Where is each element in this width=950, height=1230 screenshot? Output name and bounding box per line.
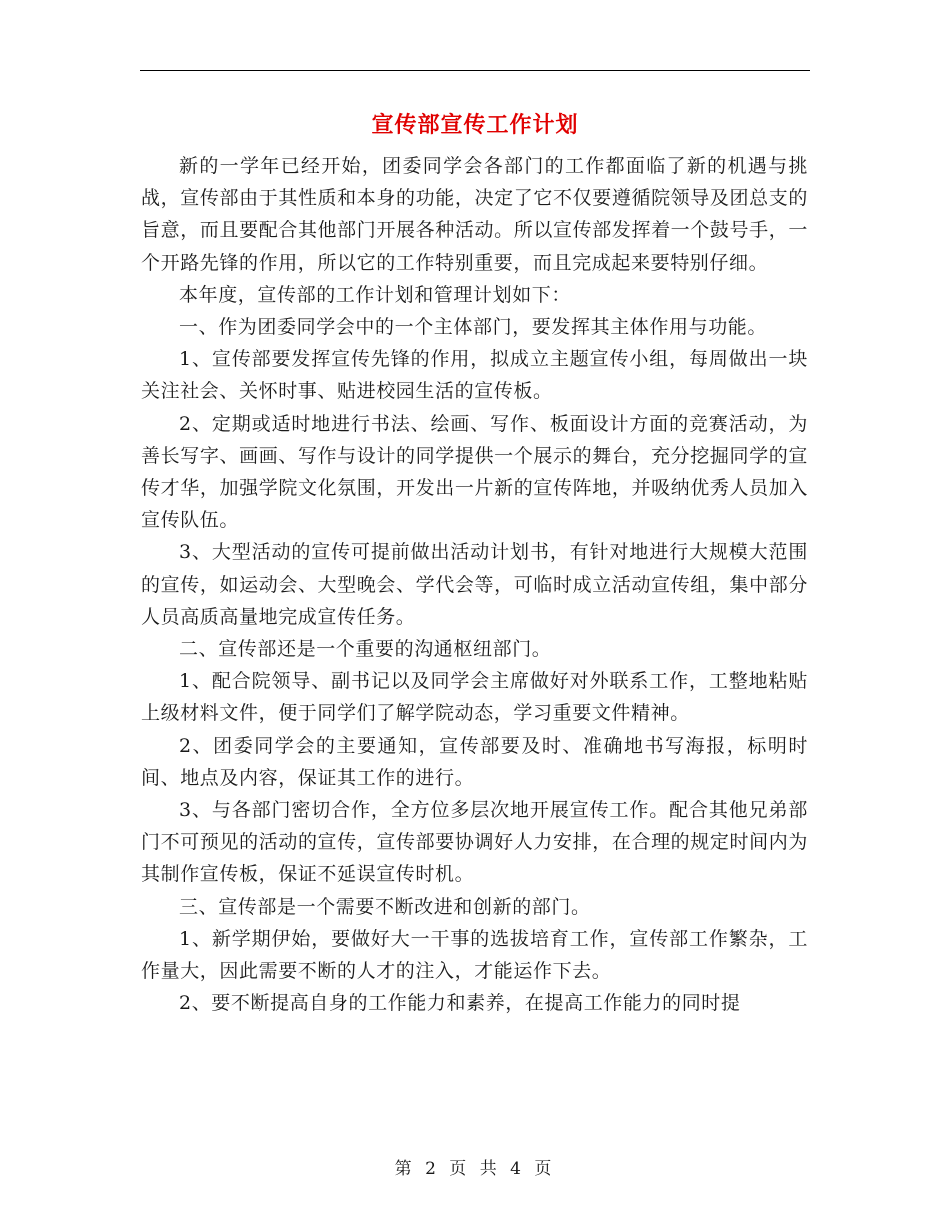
- list-item: 3、大型活动的宣传可提前做出活动计划书，有针对地进行大规模大范围的宣传，如运动会、大型晚会、学代会等，可临时成立活动宣传组，集中部分人员高质高量地完成宣传任务。: [141, 541, 808, 628]
- document-title: 宣传部宣传工作计划: [371, 112, 579, 138]
- paragraph: 新的一学年已经开始，团委同学会各部门的工作都面临了新的机遇与挑战，宣传部由于其性质和本身的功能，决定了它不仅要遵循院领导及团总支的旨意，而且要配合其他部门开展各种活动。所以宣传部发挥着一个鼓号手，一个开路先锋的作用，所以它的工作特别重要，而且完成起来要特别仔细。: [141, 155, 808, 274]
- list-item: 1、新学期伊始，要做好大一干事的选拔培育工作，宣传部工作繁杂，工作量大，因此需要不断的人才的注入，才能运作下去。: [141, 927, 808, 983]
- paragraph: 本年度，宣传部的工作计划和管理计划如下：: [179, 283, 572, 306]
- list-item: 1、配合院领导、副书记以及同学会主席做好对外联系工作，工整地粘贴上级材料文件，便于同学们了解学院动态，学习重要文件精神。: [141, 670, 808, 725]
- section-heading: 一、作为团委同学会中的一个主体部门，要发挥其主体作用与功能。: [179, 316, 768, 339]
- list-item: 2、团委同学会的主要通知，宣传部要及时、准确地书写海报，标明时间、地点及内容，保证其工作的进行。: [141, 734, 808, 789]
- list-item: 3、与各部门密切合作，全方位多层次地开展宣传工作。配合其他兄弟部门不可预见的活动的宣传，宣传部要协调好人力安排，在合理的规定时间内为其制作宣传板，保证不延误宣传时机。: [141, 799, 808, 886]
- section-heading: 三、宣传部是一个需要不断改进和创新的部门。: [179, 895, 591, 918]
- list-item: 1、宣传部要发挥宣传先锋的作用，拟成立主题宣传小组，每周做出一块关注社会、关怀时事、贴进校园生活的宣传板。: [141, 348, 808, 403]
- list-item: 2、定期或适时地进行书法、绘画、写作、板面设计方面的竞赛活动，为善长写字、画画、写作与设计的同学提供一个展示的舞台，充分挖掘同学的宣传才华，加强学院文化氛围，开发出一片新的宣传阵地，并吸纳优秀人员加入宣传队伍。: [141, 412, 808, 532]
- header-rule: [140, 70, 810, 71]
- section-heading: 二、宣传部还是一个重要的沟通枢纽部门。: [179, 638, 552, 661]
- document-body: [141, 150, 808, 1019]
- list-item: 2、要不断提高自身的工作能力和素养，在提高工作能力的同时提: [179, 992, 741, 1015]
- page-number: 第 2 页 共 4 页: [394, 1159, 556, 1179]
